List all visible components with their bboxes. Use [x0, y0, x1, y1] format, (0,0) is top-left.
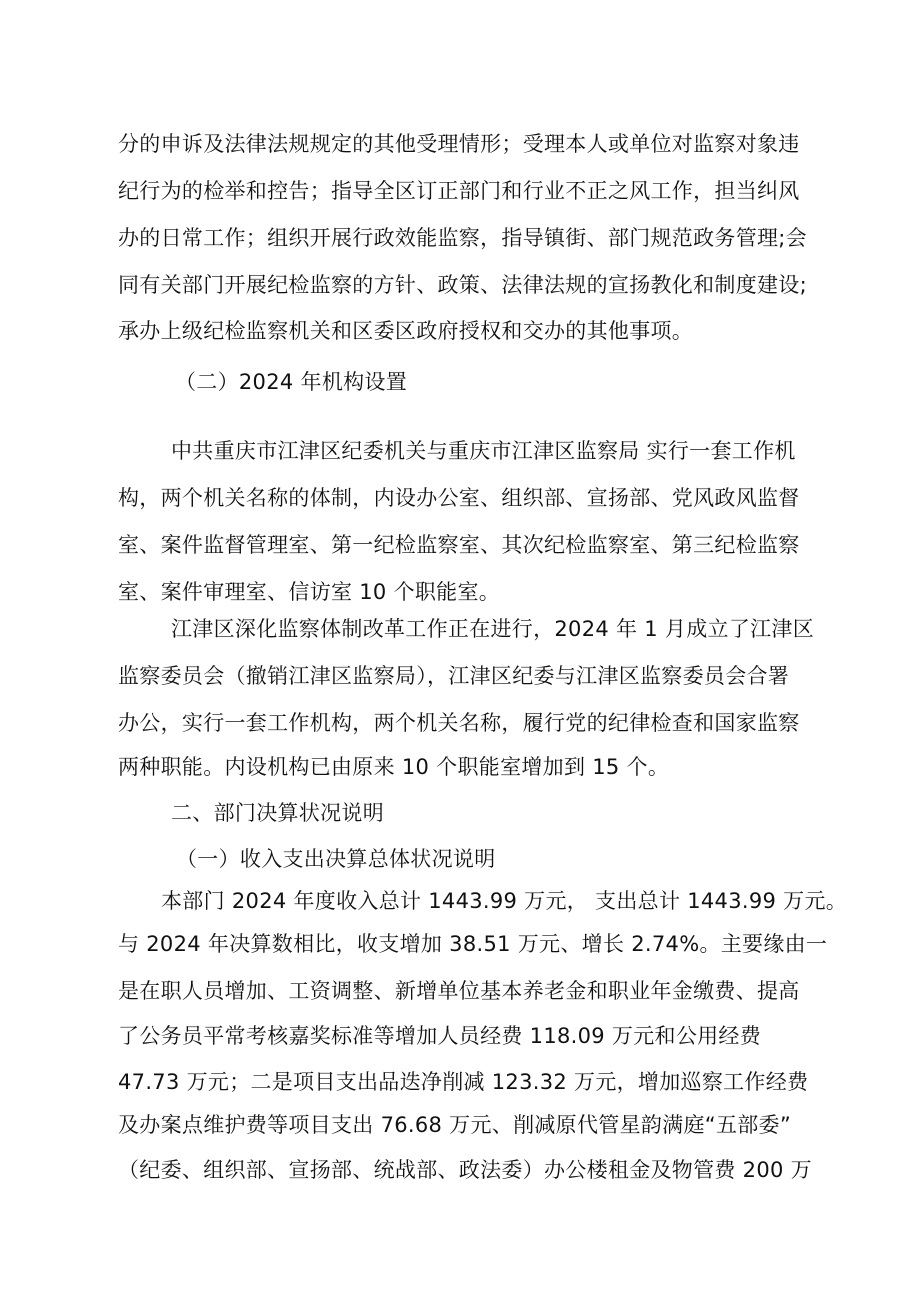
paragraph-line: 承办上级纪检监察机关和区委区政府授权和交办的其他事项。: [118, 319, 694, 343]
paragraph-line: 监察委员会（撤销江津区监察局），江津区纪委与江津区监察委员会合署: [118, 664, 790, 688]
paragraph-line: 中共重庆市江津区纪委机关与重庆市江津区监察局 实行一套工作机: [171, 439, 796, 463]
paragraph-line: 室、案件监督管理室、第一纪检监察室、其次纪检监察室、第三纪检监察: [118, 533, 800, 557]
paragraph-line: 构，两个机关名称的体制，内设办公室、组织部、宣扬部、党风政风监督: [118, 486, 800, 510]
paragraph-line: 两种职能。内设机构已由原来 10 个职能室增加到 15 个。: [118, 755, 670, 779]
paragraph-line: 江津区深化监察体制改革工作正在进行，2024 年 1 月成立了江津区: [171, 617, 815, 641]
paragraph-line: 同有关部门开展纪检监察的方针、政策、法律法规的宣扬教化和制度建设;: [118, 273, 807, 297]
paragraph-line: 办的日常工作；组织开展行政效能监察，指导镇街、部门规范政务管理;会: [118, 226, 807, 250]
paragraph-line: 本部门 2024 年度收入总计 1443.99 万元， 支出总计 1443.99 万元。: [161, 889, 848, 913]
paragraph-line: 是在职人员增加、工资调整、新增单位基本养老金和职业年金缴费、提高: [118, 979, 800, 1003]
paragraph-line: 纪行为的检举和控告；指导全区订正部门和行业不正之风工作，担当纠风: [118, 179, 800, 203]
paragraph-line: 室、案件审理室、信访室 10 个职能室。: [118, 580, 501, 604]
paragraph-line: 办公，实行一套工作机构，两个机关名称，履行党的纪律检查和国家监察: [118, 711, 800, 735]
paragraph-line: 47.73 万元；二是项目支出品迭净削减 123.32 万元，增加巡察工作经费: [118, 1070, 809, 1094]
paragraph-line: 了公务员平常考核嘉奖标准等增加人员经费 118.09 万元和公用经费: [118, 1024, 762, 1048]
paragraph-line: 及办案点维护费等项目支出 76.68 万元、削减原代管星韵满庭“五部委”: [118, 1113, 792, 1137]
subsection-heading: （一）收入支出决算总体状况说明: [176, 847, 496, 871]
section-heading: 二、部门决算状况说明: [171, 801, 384, 825]
section-heading: （二）2024 年机构设置: [175, 370, 408, 394]
paragraph-line: 分的申诉及法律法规规定的其他受理情形；受理本人或单位对监察对象违: [118, 132, 800, 156]
paragraph-line: （纪委、组织部、宣扬部、统战部、政法委）办公楼租金及物管费 200 万: [118, 1158, 812, 1182]
paragraph-line: 与 2024 年决算数相比，收支增加 38.51 万元、增长 2.74%。主要缘由一: [118, 932, 828, 956]
